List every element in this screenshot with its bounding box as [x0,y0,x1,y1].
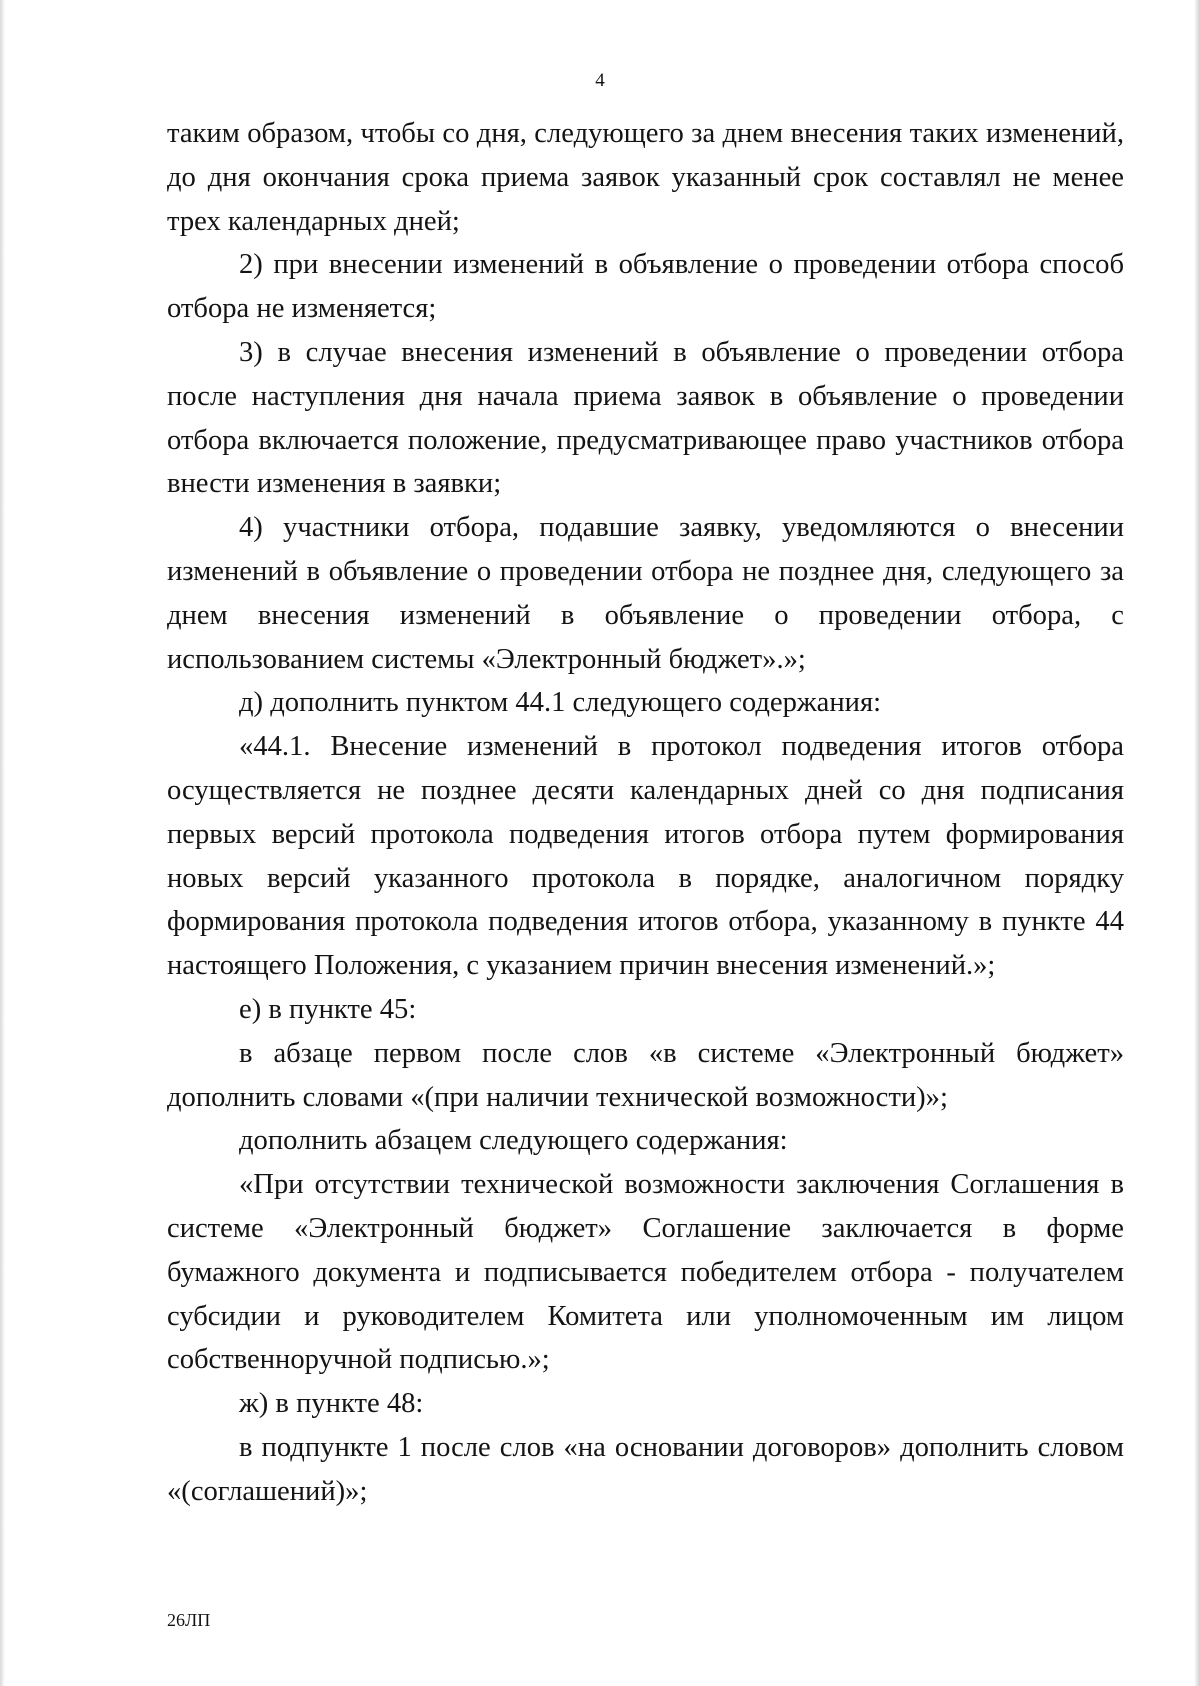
paragraph: «При отсутствии технической возможности заключения Соглашения в системе «Электронный бюджет» Соглашение заключается в форме бумажного документа и подписывается победителем отбора - получателем субсидии и руководителем Комитета или уполномоченным им лицом собственноручной подписью.»; [167,1169,1124,1376]
footer-document-code: 26ЛП [167,1610,211,1630]
paragraph: ж) в пункте 48: [239,1388,424,1420]
paragraph: е) в пункте 45: [239,993,417,1025]
paragraph: 3) в случае внесения изменений в объявление о проведении отбора после наступления дня начала приема заявок в объявление о проведении отбора включается положение, предусматривающее право участников отбора внести изменения в заявки; [167,336,1124,500]
page-number: 4 [595,70,605,91]
paragraph: «44.1. Внесение изменений в протокол подведения итогов отбора осуществляется не позднее десяти календарных дней со дня подписания первых версий протокола подведения итогов отбора путем формирования новых версий указанного протокола в порядке, аналогичном порядку формирования протокола подведения итогов отбора, указанному в пункте 44 настоящего Положения, с указанием причин внесения изменений.»; [167,731,1124,982]
scan-edge-left [0,0,5,1686]
paragraph: 2) при внесении изменений в объявление о проведении отбора способ отбора не изменяется; [167,249,1124,325]
document-body [167,112,1124,1514]
paragraph: в абзаце первом после слов «в системе «Электронный бюджет» дополнить словами «(при наличии технической возможности)»; [167,1037,1124,1113]
paragraph: таким образом, чтобы со дня, следующего за днем внесения таких изменений, до дня окончания срока приема заявок указанный срок составлял не менее трех календарных дней; [167,118,1124,237]
paragraph: 4) участники отбора, подавшие заявку, уведомляются о внесении изменений в объявление о проведении отбора не позднее дня, следующего за днем внесения изменений в объявление о проведении отбора, с использованием системы «Электронный бюджет».»; [167,512,1124,675]
paragraph: дополнить абзацем следующего содержания: [239,1125,788,1157]
scan-edge-right [1194,0,1200,1686]
paragraph: в подпункте 1 после слов «на основании договоров» дополнить словом «(соглашений)»; [167,1431,1124,1507]
paragraph: д) дополнить пунктом 44.1 следующего содержания: [239,687,882,719]
